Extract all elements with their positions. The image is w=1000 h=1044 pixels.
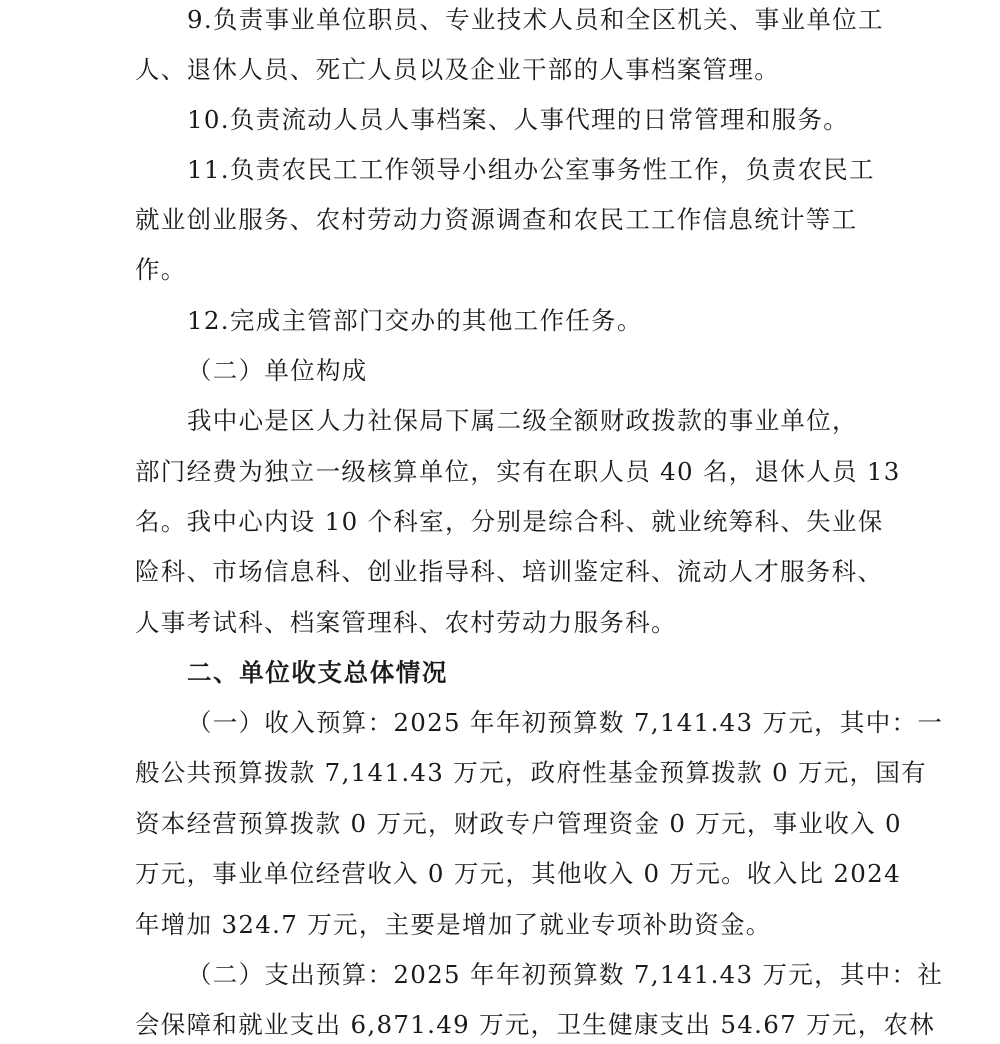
paragraph-expense-line-2: 会保障和就业支出 6,871.49 万元，卫生健康支出 54.67 万元，农林 [135,1010,936,1039]
paragraph-item-12: 12.完成主管部门交办的其他工作任务。 [187,306,643,335]
section-heading-budget-overview: 二、单位收支总体情况 [187,658,448,687]
paragraph-income-line-2: 般公共预算拨款 7,141.43 万元，政府性基金预算拨款 0 万元，国有 [135,758,927,787]
paragraph-item-9-line-2: 人、退休人员、死亡人员以及企业干部的人事档案管理。 [135,55,780,84]
paragraph-item-10: 10.负责流动人员人事档案、人事代理的日常管理和服务。 [187,105,850,134]
paragraph-item-11-line-3: 作。 [135,255,187,284]
paragraph-income-line-1: （一）收入预算：2025 年年初预算数 7,141.43 万元，其中：一 [187,708,944,737]
paragraph-income-line-4: 万元，事业单位经营收入 0 万元，其他收入 0 万元。收入比 2024 [135,859,901,888]
paragraph-income-line-3: 资本经营预算拨款 0 万元，财政专户管理资金 0 万元，事业收入 0 [135,809,902,838]
paragraph-composition-line-2: 部门经费为独立一级核算单位，实有在职人员 40 名，退休人员 13 [135,457,901,486]
paragraph-item-9-line-1: 9.负责事业单位职员、专业技术人员和全区机关、事业单位工 [187,5,884,34]
paragraph-expense-line-1: （二）支出预算：2025 年年初预算数 7,141.43 万元，其中：社 [187,960,944,989]
paragraph-composition-line-4: 险科、市场信息科、创业指导科、培训鉴定科、流动人才服务科、 [135,557,884,586]
paragraph-composition-line-1: 我中心是区人力社保局下属二级全额财政拨款的事业单位， [187,406,858,435]
paragraph-item-11-line-1: 11.负责农民工工作领导小组办公室事务性工作，负责农民工 [187,155,875,184]
paragraph-composition-line-5: 人事考试科、档案管理科、农村劳动力服务科。 [135,608,677,637]
paragraph-item-11-line-2: 就业创业服务、农村劳动力资源调查和农民工工作信息统计等工 [135,205,858,234]
paragraph-composition-line-3: 名。我中心内设 10 个科室，分别是综合科、就业统筹科、失业保 [135,507,884,536]
section-heading-unit-composition: （二）单位构成 [187,356,368,385]
paragraph-income-line-5: 年增加 324.7 万元，主要是增加了就业专项补助资金。 [135,910,772,939]
